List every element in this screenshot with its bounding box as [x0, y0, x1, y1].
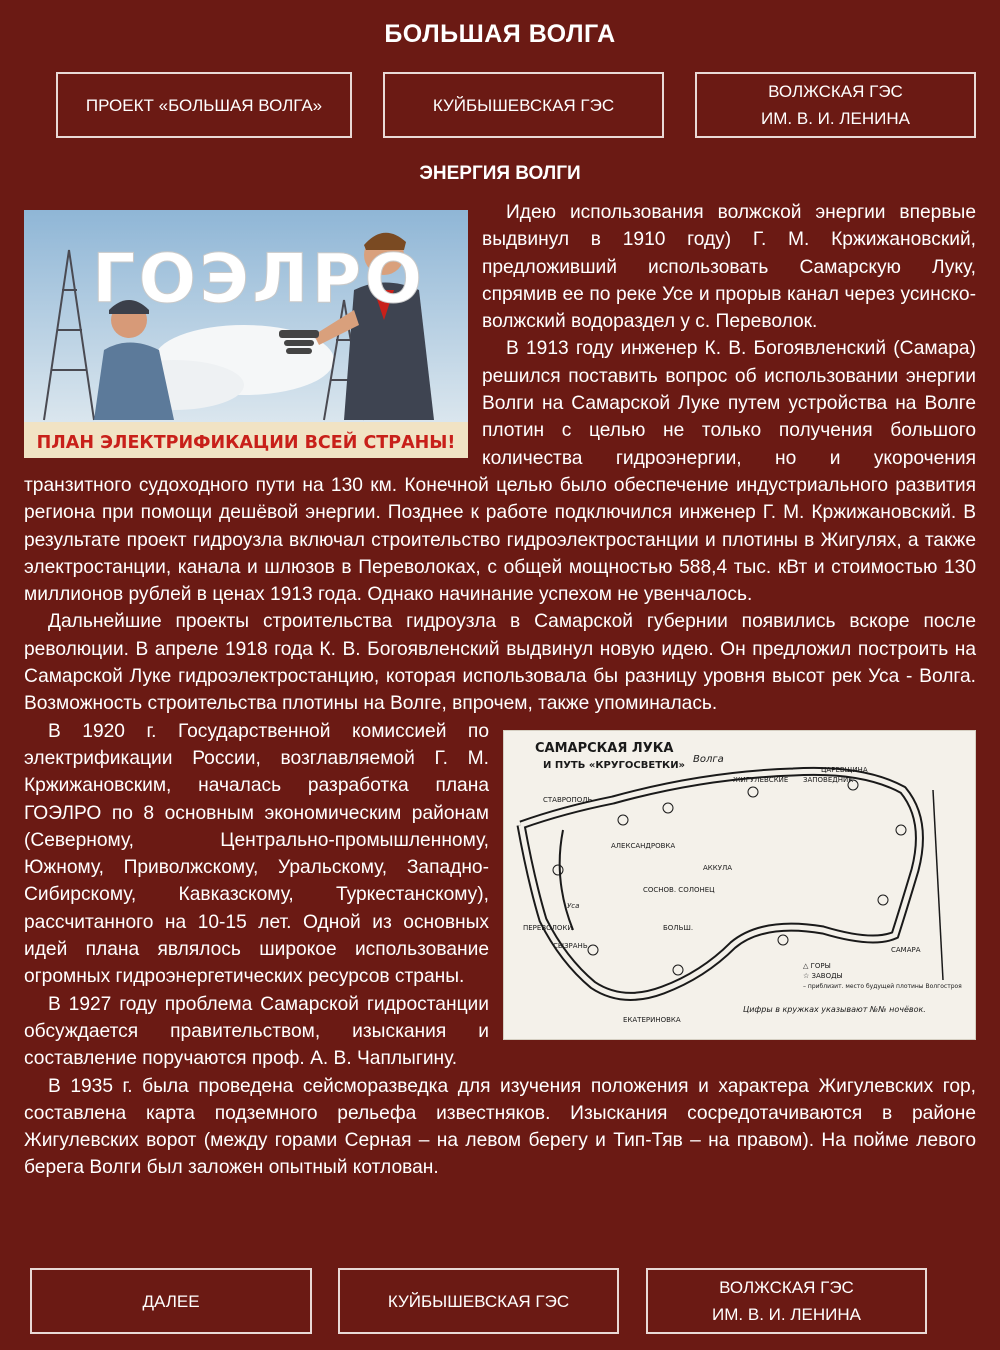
samara-bend-map-image	[503, 730, 976, 1040]
nav-button-label: КУЙБЫШЕВСКАЯ ГЭС	[387, 1291, 570, 1311]
section-title: ЭНЕРГИЯ ВОЛГИ	[419, 163, 581, 184]
map-place-sosnovy-solonets: СОСНОВ. СОЛОНЕЦ	[643, 885, 715, 894]
paragraph-2: В 1913 году инженер К. В. Богоявленский (Самара) решился поставить вопрос об использовании энергии Волги на Самарской Луке путем устройства на Волге плотин с целью не только получения большого количества гидроэнергии, но и укорочения транзитного судоходного пути на 130 км. Конечной целью было обеспечение индустриального развития региона при помощи дешёвой энергии. Позднее к работе подключился инженер Г. М. Кржижановский. В результате проект гидроузла включал строительство гидроэлектростанции и плотины в Жигулях, а также электростанции, канала и шлюзов в Переволоках, с общей мощностью 588,4 тыс. кВт и стоимостью 130 миллионов рублей в ценах 1913 года. Однако начинание успехом не увенчалось.	[24, 338, 976, 606]
nav-button-label: КУЙБЫШЕВСКАЯ ГЭС	[432, 95, 615, 115]
map-footnote: Цифры в кружках указывают №№ ночёвок.	[743, 1004, 926, 1014]
goelro-poster-illustration	[24, 210, 468, 458]
map-title-line1: САМАРСКАЯ ЛУКА	[535, 740, 674, 756]
map-place-syzran: СЫЗРАНЬ	[553, 941, 588, 950]
map-title-line2: И ПУТЬ «КРУГОСВЕТКИ»	[543, 759, 686, 771]
poster-headline: ГОЭЛРО	[92, 240, 426, 319]
map-place-perevoloki: ПЕРЕВОЛОКИ	[523, 923, 573, 932]
map-place-akkula: АККУЛА	[703, 863, 733, 872]
map-place-ekaterinovka: ЕКАТЕРИНОВКА	[623, 1015, 681, 1024]
nav-button-project-big-volga[interactable]	[56, 72, 352, 138]
nav-button-volzhskaya-hpp-bottom[interactable]	[646, 1268, 927, 1334]
paragraph-1: Идею использования волжской энергии впервые выдвинул в 1910 году) Г. М. Кржижановский, предложивший использовать Самарскую Луку, спрямив ее по реке Усе и прорыв канал через усинско-волжский водораздел у с. Переволок.	[482, 202, 976, 333]
nav-button-label-line2: ИМ. В. И. ЛЕНИНА	[712, 1305, 861, 1324]
poster-caption: ПЛАН ЭЛЕКТРИФИКАЦИИ ВСЕЙ СТРАНЫ!	[36, 433, 456, 453]
nav-button-label-line1: ВОЛЖСКАЯ ГЭС	[719, 1278, 854, 1297]
nav-button-kuibyshev-hpp[interactable]	[383, 72, 664, 138]
map-river-label: Волга	[693, 753, 724, 765]
nav-button-label: ПРОЕКТ «БОЛЬШАЯ ВОЛГА»	[85, 95, 323, 115]
map-legend-mountains: △ ГОРЫ	[803, 961, 831, 970]
samara-bend-map-illustration	[503, 730, 976, 1040]
nav-button-label-line1: ВОЛЖСКАЯ ГЭС	[768, 82, 903, 101]
map-place-usa: Уса	[567, 901, 580, 910]
paragraph-6: В 1935 г. была проведена сейсморазведка для изучения положения и характера Жигулевских гор, составлена карта подземного рельефа известняков. Изыскания сосредотачиваются в районе Жигулевских ворот (между горами Серная – на левом берегу и Тип-Тяв – на правом). На пойме левого берега Волги был заложен опытный котлован.	[24, 1075, 976, 1179]
paragraph-4: В 1920 г. Государственной комиссией по электрификации России, возглавляемой Г. М. Кржижановским, началась разработка плана ГОЭЛРО по 8 основным экономическим районам (Северному, Центрально-промышленному, Южному, Приволжскому, Уральскому, Западно-Сибирскому, Кавказскому, Туркестанскому), рассчитанного на 10-15 лет. Одной из основных идей плана являлось широкое использование огромных гидроэнергетических ресурсов страны.	[24, 720, 489, 988]
map-place-aleksandrovka: АЛЕКСАНДРОВКА	[611, 841, 676, 850]
nav-button-label-line2: ИМ. В. И. ЛЕНИНА	[761, 109, 910, 128]
nav-button-label: ДАЛЕЕ	[142, 1291, 200, 1311]
map-place-zhiguli: ЖИГУЛЕВСКИЕ	[733, 775, 789, 784]
nav-button-volzhskaya-hpp[interactable]	[695, 72, 976, 138]
paragraph-3: Дальнейшие проекты строительства гидроузла в Самарской губернии появились вскоре после революции. В апреле 1918 года К. В. Богоявленский выдвинул новую идею. Он предложил построить на Самарской Луке гидроэлектростанцию, которая использовала бы разницу уровня высот рек Уса - Волга. Возможность строительства плотины на Волге, впрочем, также упоминалась.	[24, 611, 976, 715]
paragraph-5: В 1927 году проблема Самарской гидростанции обсуждается правительством, изыскания и составление поручаются проф. А. В. Чаплыгину.	[24, 993, 489, 1070]
page-title: БОЛЬШАЯ ВОЛГА	[384, 20, 616, 48]
map-place-zapovednik: ЗАПОВЕДНИК	[803, 775, 854, 784]
map-place-samara: САМАРА	[891, 945, 921, 954]
map-place-bolshoy: БОЛЬШ.	[663, 923, 694, 932]
map-legend-factories: ☆ ЗАВОДЫ	[803, 971, 843, 980]
map-place-stavropol: СТАВРОПОЛЬ	[543, 795, 593, 804]
article-body	[24, 199, 976, 1182]
nav-button-next[interactable]	[30, 1268, 312, 1334]
goelro-poster-image	[24, 210, 468, 458]
map-place-tsarevshchina: ЦАРЕВЩИНА	[821, 765, 868, 774]
map-legend-dam: – приблизит. место будущей плотины Волгостроя	[803, 982, 962, 990]
nav-button-kuibyshev-hpp-bottom[interactable]	[338, 1268, 619, 1334]
